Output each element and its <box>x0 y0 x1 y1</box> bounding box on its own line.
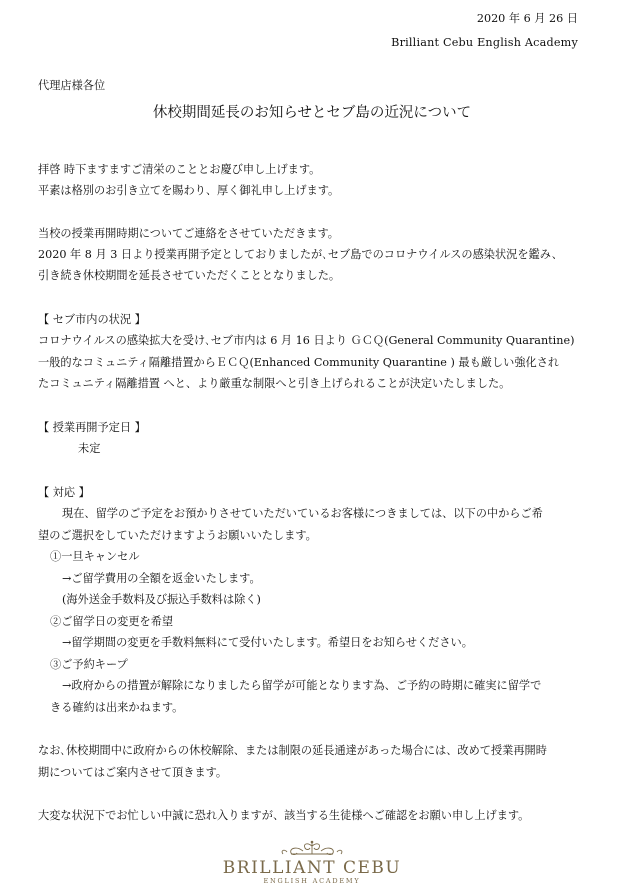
document-title: 休校期間延長のお知らせとセブ島の近況について <box>152 105 472 121</box>
resume-date-value: 未定 <box>78 442 101 455</box>
option-change-label: ②ご留学日の変更を希望 <box>50 615 174 628</box>
note-line-2: 期についてはご案内させて頂きます。 <box>38 766 228 779</box>
academy-logo <box>212 840 412 890</box>
option-keep-detail-1: →政府からの措置が解除になりましたら留学が可能となります為、ご予約の時期に確実に留学で <box>62 679 542 692</box>
option-cancel-detail-1: →ご留学費用の全額を返金いたします。 <box>62 572 261 585</box>
option-keep-label: ③ご予約キープ <box>50 658 128 671</box>
resume-section-heading: 【 授業再開予定日 】 <box>38 421 146 434</box>
cebu-line-3: たコミュニティ隔離措置 へと、より厳重な制限へと引き上げられることが決定いたしました。 <box>38 377 511 390</box>
logo-wordmark: BRILLIANT CEBU <box>222 858 402 878</box>
addressee: 代理店様各位 <box>38 79 106 92</box>
greeting-line-1: 拝啓 時下ますますご清栄のこととお慶び申し上げます。 <box>38 163 321 176</box>
cebu-section-heading: 【 セブ市内の状況 】 <box>38 313 146 326</box>
logo-subtitle: ENGLISH ACADEMY <box>263 876 361 885</box>
cebu-line-1: コロナウイルスの感染拡大を受け､セブ市内は 6 月 16 日より ＧＣＱ(General Community Quarantine) <box>38 334 575 347</box>
option-cancel-detail-2: (海外送金手数料及び振込手数料は除く) <box>62 593 261 606</box>
option-cancel-label: ①一旦キャンセル <box>50 550 140 563</box>
sender-organization: Brilliant Cebu English Academy <box>391 36 578 49</box>
intro-line-1: 当校の授業再開時期についてご連絡をさせていただきます。 <box>38 227 339 240</box>
option-keep-detail-2: きる確約は出来かねます。 <box>50 701 184 714</box>
letter-date: 2020 年 6 月 26 日 <box>476 12 578 25</box>
option-change-detail-1: →留学期間の変更を手数料無料にて受付いたします。希望日をお知らせください。 <box>62 636 473 649</box>
cebu-line-2: 一般的なコミュニティ隔離措置からＥＣＱ(Enhanced Community Quarantine ) 最も厳しい強化され <box>38 356 560 369</box>
closing-line: 大変な状況下でお忙しい中誠に恐れ入りますが、該当する生徒様へご確認をお願い申し上げます。 <box>38 809 530 822</box>
intro-line-2: 2020 年 8 月 3 日より授業再開予定としておりましたが､セブ島でのコロナウイルスの感染状況を鑑み、 <box>38 248 563 261</box>
intro-line-3: 引き続き休校期間を延長させていただくこととなりました。 <box>38 269 341 282</box>
response-intro-line-1: 現在、留学のご予定をお預かりさせていただいているお客様につきましては、以下の中からご希 <box>62 507 543 520</box>
note-line-1: なお､休校期間中に政府からの休校解除、または制限の延長通達があった場合には、改めて授業再開時 <box>38 744 547 757</box>
response-section-heading: 【 対応 】 <box>38 486 90 499</box>
crown-ornament-icon <box>277 840 347 858</box>
greeting-line-2: 平素は格別のお引き立てを賜わり、厚く御礼申し上げます。 <box>38 184 340 197</box>
response-intro-line-2: 望のご選択をしていただけますようお願いいたします。 <box>38 529 317 542</box>
